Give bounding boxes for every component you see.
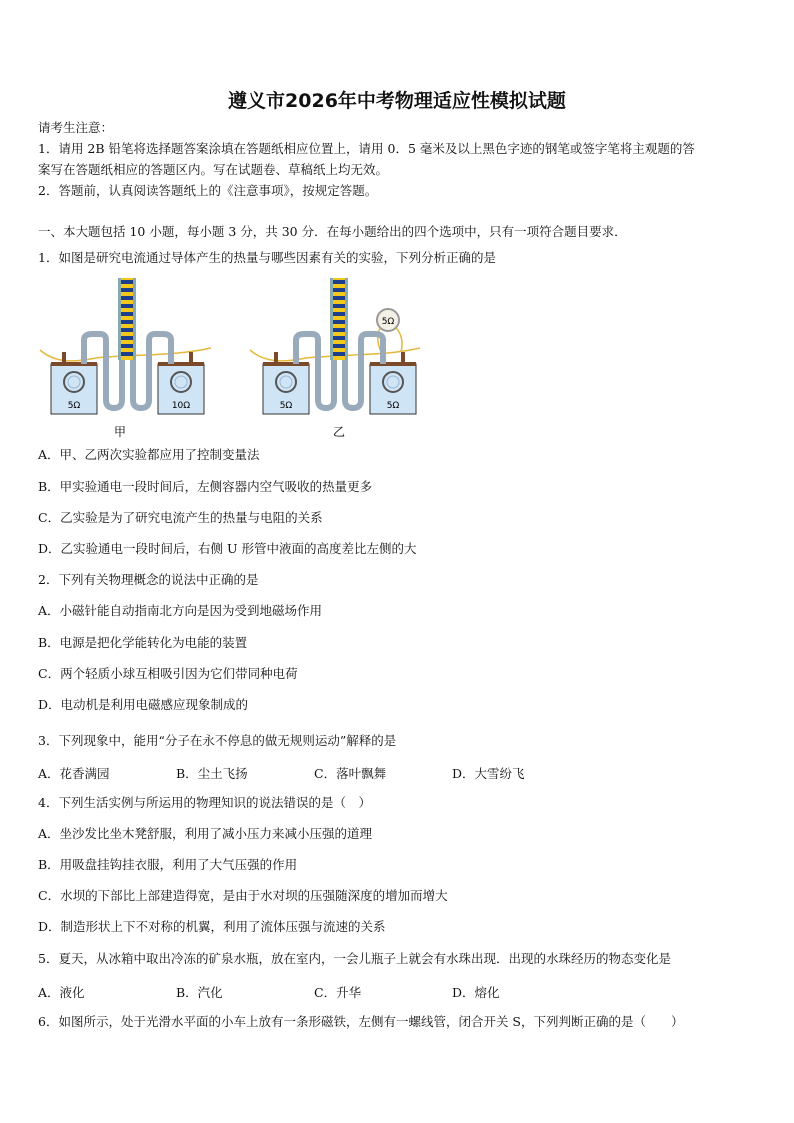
q5-option-a: A．液化 <box>38 985 85 1000</box>
notice-line-2: 案写在答题纸相应的答题区内。写在试题卷、草稿纸上均无效。 <box>38 162 389 177</box>
q5-option-b: B．汽化 <box>176 985 223 1000</box>
jia-right-resistance: 10Ω <box>171 401 191 411</box>
q4-option-c: C．水坝的下部比上部建造得宽，是由于水对坝的压强随深度的增加而增大 <box>38 888 448 903</box>
q4-option-b: B．用吸盘挂钩挂衣服，利用了大气压强的作用 <box>38 857 298 872</box>
question-6-stem: 6．如图所示，处于光滑水平面的小车上放有一条形磁铁，左侧有一螺线管，闭合开关 S，下列判断正确的是（ ） <box>38 1014 684 1029</box>
q4-option-a: A．坐沙发比坐木凳舒服，利用了减小压力来减小压强的道理 <box>38 826 373 841</box>
setup-yi <box>250 278 420 439</box>
question-5-stem: 5．夏天，从冰箱中取出冷冻的矿泉水瓶，放在室内，一会儿瓶子上就会有水珠出现．出现的水珠经历的物态变化是 <box>38 951 671 966</box>
experiment-figure <box>36 272 436 442</box>
yi-right-resistance: 5Ω <box>386 401 400 411</box>
jia-caption: 甲 <box>113 425 127 439</box>
notice-line-3: 2．答题前，认真阅读答题纸上的《注意事项》，按规定答题。 <box>38 183 378 198</box>
q4-option-d: D．制造形状上下不对称的机翼，利用了流体压强与流速的关系 <box>38 919 386 934</box>
q2-option-c: C．两个轻质小球互相吸引因为它们带同种电荷 <box>38 666 298 681</box>
q5-option-d: D．熔化 <box>452 985 500 1000</box>
yi-extra-resistance: 5Ω <box>381 317 395 327</box>
q3-option-b: B．尘土飞扬 <box>176 766 248 781</box>
q3-option-a: A．花香满园 <box>38 766 110 781</box>
section-heading: 一、本大题包括 10 小题，每小题 3 分，共 30 分．在每小题给出的四个选项中，只有一项符合题目要求． <box>38 224 627 239</box>
q1-option-c: C．乙实验是为了研究电流产生的热量与电阻的关系 <box>38 510 323 525</box>
question-3-stem: 3．下列现象中，能用“分子在永不停息的做无规则运动”解释的是 <box>38 733 397 748</box>
yi-caption: 乙 <box>332 425 346 439</box>
q5-option-c: C．升华 <box>314 985 362 1000</box>
q2-option-b: B．电源是把化学能转化为电能的装置 <box>38 635 248 650</box>
setup-jia <box>40 278 211 439</box>
q3-option-d: D．大雪纷飞 <box>452 766 525 781</box>
q1-option-d: D．乙实验通电一段时间后，右侧 U 形管中液面的高度差比左侧的大 <box>38 541 417 556</box>
q1-option-a: A．甲、乙两次实验都应用了控制变量法 <box>38 447 260 462</box>
q2-option-d: D．电动机是利用电磁感应现象制成的 <box>38 697 249 712</box>
q2-option-a: A．小磁针能自动指南北方向是因为受到地磁场作用 <box>38 603 323 618</box>
jia-left-resistance: 5Ω <box>67 401 81 411</box>
notice-heading: 请考生注意： <box>38 120 114 135</box>
q3-option-c: C．落叶飘舞 <box>314 766 387 781</box>
question-1-stem: 1．如图是研究电流通过导体产生的热量与哪些因素有关的实验，下列分析正确的是 <box>38 250 496 265</box>
question-2-stem: 2．下列有关物理概念的说法中正确的是 <box>38 572 259 587</box>
notice-line-1: 1．请用 2B 铅笔将选择题答案涂填在答题纸相应位置上，请用 0．5 毫米及以上黑色字迹的钢笔或签字笔将主观题的答 <box>38 141 695 156</box>
q1-option-b: B．甲实验通电一段时间后，左侧容器内空气吸收的热量更多 <box>38 479 373 494</box>
question-4-stem: 4．下列生活实例与所运用的物理知识的说法错误的是（ ） <box>38 795 371 810</box>
yi-left-resistance: 5Ω <box>279 401 293 411</box>
page-title: 遵义市2026年中考物理适应性模拟试题 <box>228 90 566 112</box>
